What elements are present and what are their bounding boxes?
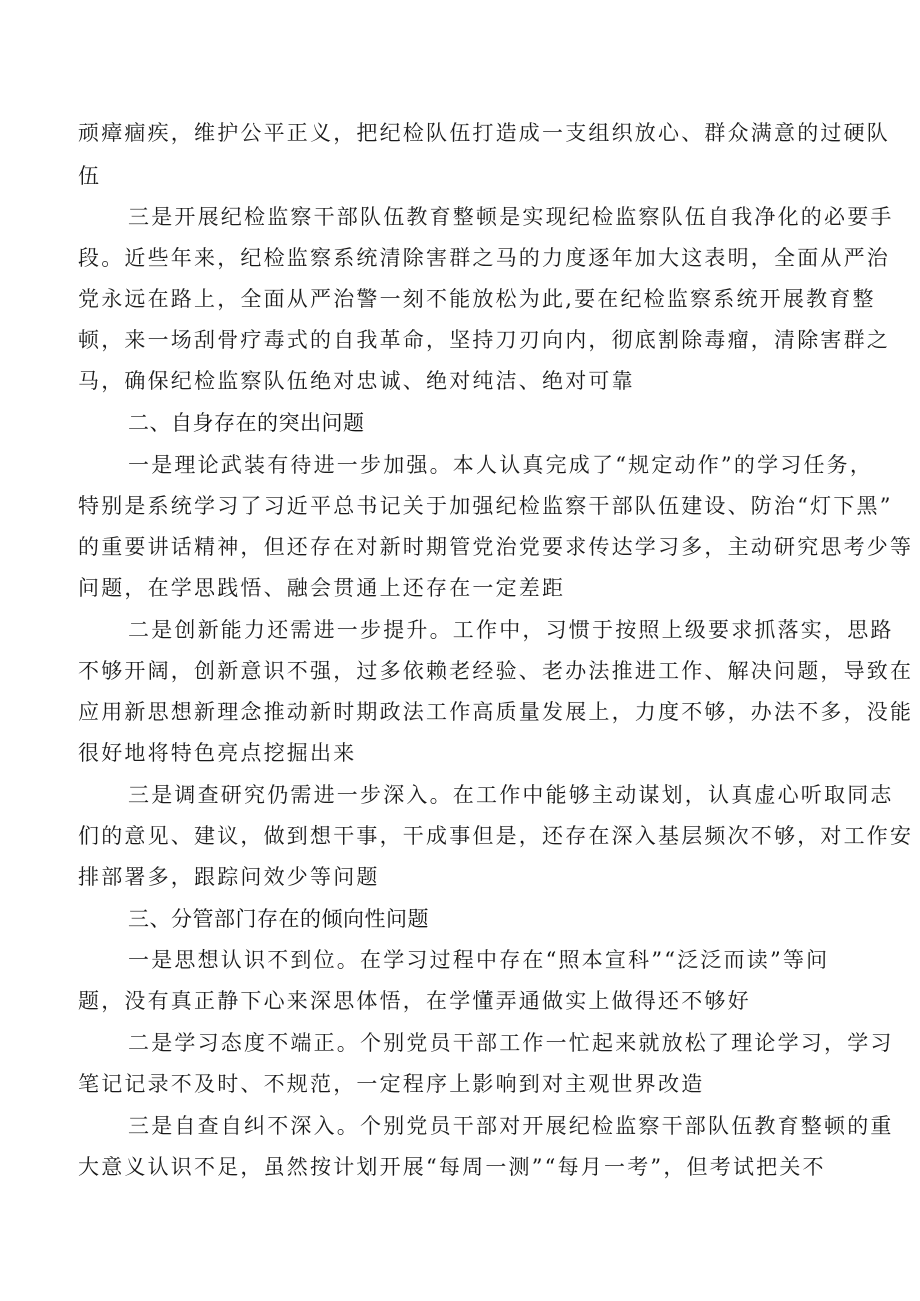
paragraph-line: 顿，来一场刮骨疗毒式的自我革命，坚持刀刃向内，彻底割除毒瘤，清除害群之 bbox=[78, 328, 890, 352]
paragraph-line: 顽瘴痼疾，维护公平正义，把纪检队伍打造成一支组织放心、群众满意的过硬队 bbox=[78, 121, 890, 145]
paragraph-line: 问题，在学思践悟、融会贯通上还存在一定差距 bbox=[78, 576, 566, 600]
paragraph-line: 马，确保纪检监察队伍绝对忠诚、绝对纯洁、绝对可靠 bbox=[78, 369, 635, 393]
paragraph-line: 大意义认识不足，虽然按计划开展“每周一测”“每月一考”，但考试把关不 bbox=[78, 1155, 826, 1179]
paragraph-line: 不够开阔，创新意识不强，过多依赖老经验、老办法推进工作、解决问题，导致在 bbox=[78, 659, 914, 683]
paragraph-line: 一是理论武装有待进一步加强。本人认真完成了“规定动作”的学习任务， bbox=[128, 453, 874, 477]
paragraph-line: 题，没有真正静下心来深思体悟，在学懂弄通做实上做得还不够好 bbox=[78, 989, 751, 1013]
paragraph-line: 二是学习态度不端正。个别党员干部工作一忙起来就放松了理论学习，学习 bbox=[128, 1031, 894, 1055]
paragraph-line: 应用新思想新理念推动新时期政法工作高质量发展上，力度不够，办法不多，没能 bbox=[78, 700, 914, 724]
paragraph-line: 很好地将特色亮点挖掘出来 bbox=[78, 741, 357, 765]
paragraph-line: 三是自查自纠不深入。个别党员干部对开展纪检监察干部队伍教育整顿的重 bbox=[128, 1114, 894, 1138]
paragraph-line: 伍 bbox=[78, 164, 102, 188]
section-heading: 三、分管部门存在的倾向性问题 bbox=[128, 907, 429, 931]
paragraph-line: 的重要讲话精神，但还存在对新时期管党治党要求传达学习多，主动研究思考少等 bbox=[78, 535, 914, 559]
paragraph-line: 排部署多，跟踪问效少等问题 bbox=[78, 865, 380, 889]
paragraph-line: 三是开展纪检监察干部队伍教育整顿是实现纪检监察队伍自我净化的必要手 bbox=[128, 205, 894, 229]
paragraph-line: 笔记记录不及时、不规范，一定程序上影响到对主观世界改造 bbox=[78, 1072, 705, 1096]
paragraph-line: 们的意见、建议，做到想干事，干成事但是，还存在深入基层频次不够，对工作安 bbox=[78, 824, 914, 848]
paragraph-line: 段。近些年来，纪检监察系统清除害群之马的力度逐年加大这表明，全面从严治 bbox=[78, 246, 890, 270]
paragraph-line: 一是思想认识不到位。在学习过程中存在“照本宣科”“泛泛而读”等问 bbox=[128, 948, 830, 972]
paragraph-line: 特别是系统学习了习近平总书记关于加强纪检监察干部队伍建设、防治“灯下黑” bbox=[78, 494, 893, 518]
paragraph-line: 三是调查研究仍需进一步深入。在工作中能够主动谋划，认真虚心听取同志 bbox=[128, 783, 894, 807]
section-heading: 二、自身存在的突出问题 bbox=[128, 411, 365, 435]
paragraph-line: 党永远在路上，全面从严治警一刻不能放松为此,要在纪检监察系统开展教育整 bbox=[78, 287, 876, 311]
paragraph-line: 二是创新能力还需进一步提升。工作中，习惯于按照上级要求抓落实，思路 bbox=[128, 618, 894, 642]
